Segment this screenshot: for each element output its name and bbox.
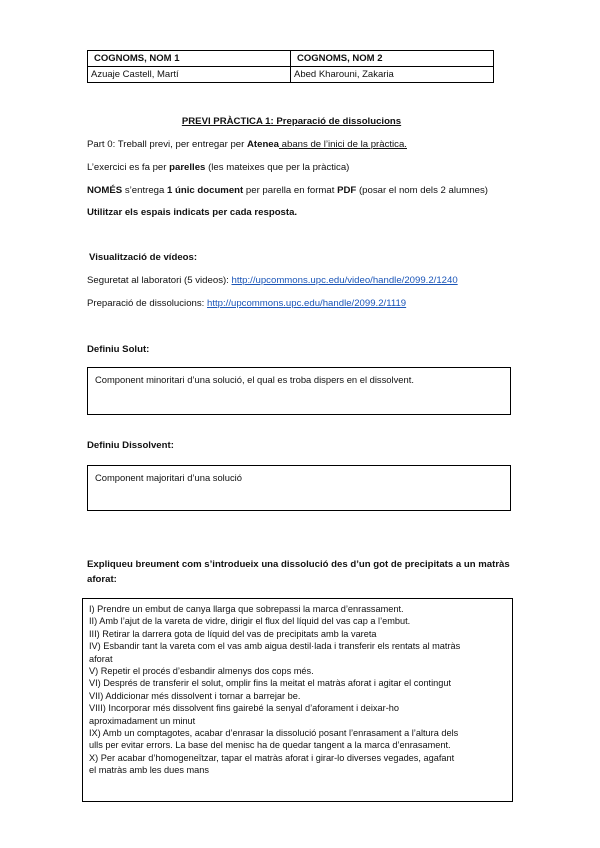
procedure-step-line: VII) Addicionar més dissolvent i tornar a barrejar be. [89, 690, 301, 701]
use-spaces-instruction: Utilitzar els espais indicats per cada resposta. [87, 207, 298, 218]
procedure-step-line: III) Retirar la darrera gota de líquid del vas de precipitats amb la vareta [89, 628, 377, 639]
procedure-step-line: IV) Esbandir tant la vareta com el vas amb aigua destil·lada i transferir els rentats al matràs [89, 641, 461, 652]
name-header-2: COGNOMS, NOM 2 [291, 51, 494, 67]
safety-videos-line: Seguretat al laboratori (5 videos): http://upcommons.upc.edu/video/handle/2099.2/1240 [87, 275, 458, 286]
solute-answer-box[interactable] [87, 367, 511, 415]
procedure-question-line2: aforat: [87, 574, 117, 585]
solvent-question-label: Definiu Dissolvent: [87, 440, 174, 451]
student-name-1: Azuaje Castell, Martí [88, 67, 291, 83]
videos-heading: Visualització de vídeos: [89, 252, 198, 263]
dissolution-video-link[interactable]: http://upcommons.upc.edu/handle/2099.2/1119 [207, 298, 407, 309]
safety-videos-link[interactable]: http://upcommons.upc.edu/video/handle/2099.2/1240 [231, 275, 458, 286]
procedure-steps-list [89, 603, 506, 777]
part0-instruction: Part 0: Treball previ, per entregar per Atenea abans de l’inici de la pràctica. [87, 139, 407, 150]
student-names-table [87, 50, 494, 83]
student-name-2: Abed Kharouni, Zakaria [291, 67, 494, 83]
page-title: PREVI PRÀCTICA 1: Preparació de dissolucions [181, 116, 402, 127]
procedure-step-line: ulls per evitar errors. La base del menisc ha de quedar tangent a la marca d’enrasament. [89, 740, 451, 751]
procedure-answer-box[interactable] [82, 598, 513, 802]
procedure-step-line: V) Repetir el procés d’esbandir almenys dos cops més. [89, 666, 314, 677]
pairs-instruction: L’exercici es fa per parelles (les mateixes que per la pràctica) [87, 162, 350, 173]
procedure-step-line: II) Amb l’ajut de la vareta de vidre, dirigir el flux del líquid del vas cap a l’embut. [89, 616, 411, 627]
dissolution-video-line: Preparació de dissolucions: http://upcommons.upc.edu/handle/2099.2/1119 [87, 298, 407, 309]
procedure-step-line: VIII) Incorporar més dissolvent fins gairebé la senyal d’aforament i deixar-ho [89, 703, 399, 714]
solute-question-label: Definiu Solut: [87, 344, 150, 355]
procedure-step-line: aforat [89, 653, 113, 664]
single-document-instruction: NOMÉS s’entrega 1 únic document per parella en format PDF (posar el nom dels 2 alumnes) [87, 185, 488, 196]
procedure-step-line: aproximadament un minut [89, 715, 196, 726]
solvent-answer-text: Component majoritari d’una solució [95, 472, 242, 483]
solute-answer-text: Component minoritari d’una solució, el qual es troba dispers en el dissolvent. [95, 374, 414, 385]
procedure-step-line: IX) Amb un comptagotes, acabar d’enrasar la dissolució posant l’enrasament a l’altura dels [89, 728, 459, 739]
procedure-question-line1: Expliqueu breument com s’introdueix una dissolució des d’un got de precipitats a un matràs [87, 559, 510, 570]
procedure-step-line: el matràs amb les dues mans [89, 765, 209, 776]
procedure-step-line: VI) Després de transferir el solut, omplir fins la meitat el matràs aforat i agitar el contingut [89, 678, 452, 689]
solvent-answer-box[interactable] [87, 465, 511, 511]
procedure-step-line: I) Prendre un embut de canya llarga que sobrepassi la marca d’enrassament. [89, 604, 404, 614]
procedure-step-line: X) Per acabar d’homogeneïtzar, tapar el matràs aforat i girar-lo diverses vegades, agafant [89, 752, 455, 763]
name-header-1: COGNOMS, NOM 1 [88, 51, 291, 67]
